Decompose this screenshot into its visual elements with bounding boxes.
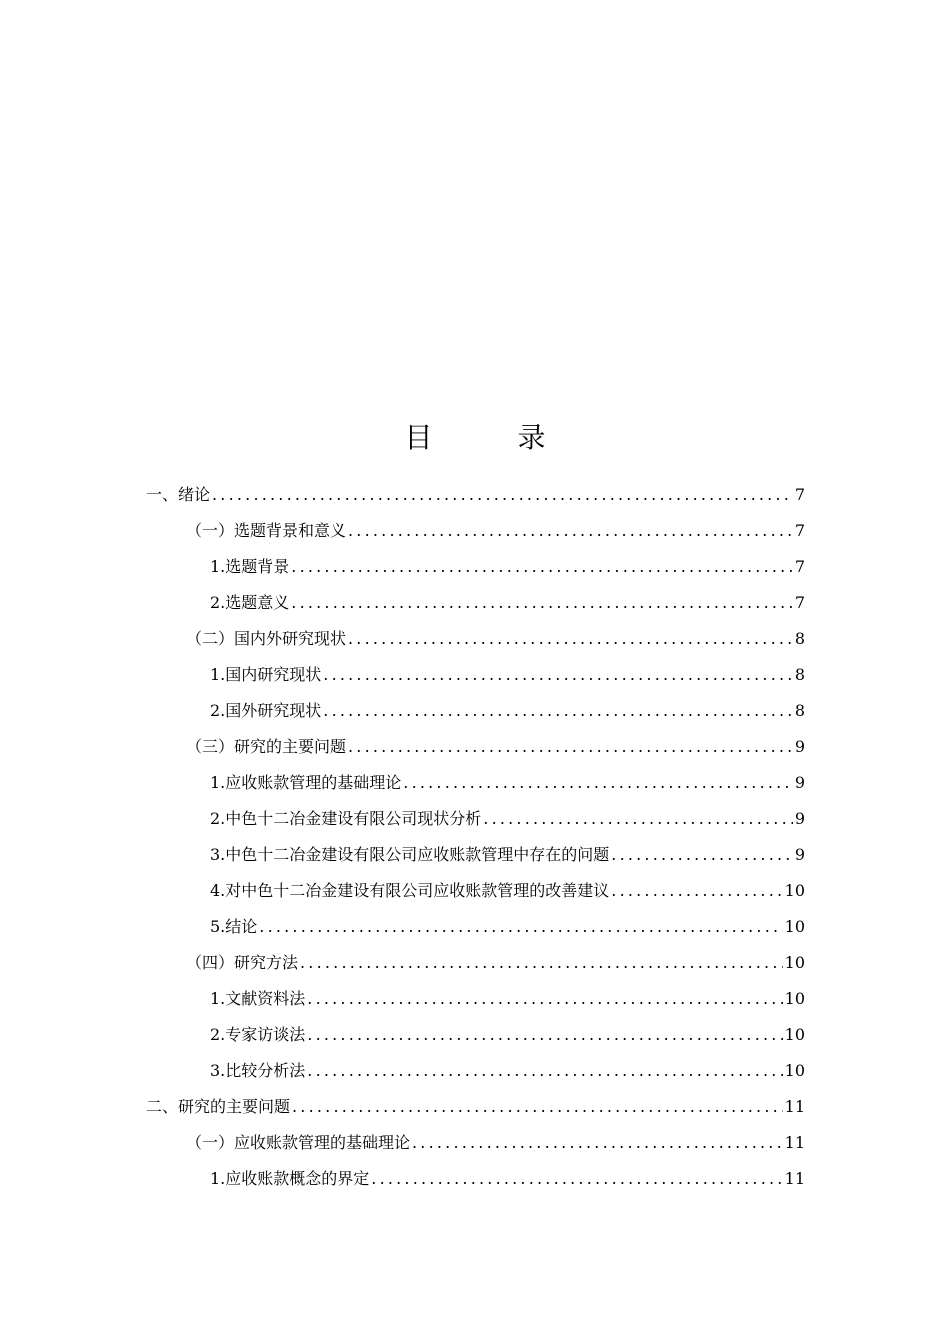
- toc-entry-title: 1.文献资料法: [210, 989, 306, 1008]
- dot-leader: [483, 809, 793, 829]
- toc-entry[interactable]: [0, 729, 805, 765]
- toc-entry-page-number: 9: [794, 773, 805, 792]
- toc-entry-page-number: 8: [794, 665, 805, 684]
- toc-entry-page-number: 11: [784, 1133, 805, 1152]
- toc-entry[interactable]: [0, 621, 805, 657]
- toc-entry[interactable]: [0, 765, 805, 801]
- dot-leader: [611, 845, 793, 865]
- toc-entry-title: 一、绪论: [146, 485, 211, 504]
- toc-entry-title: （三）研究的主要问题: [186, 737, 347, 756]
- toc-entry-page-number: 10: [784, 917, 805, 936]
- toc-entry-page-number: 10: [784, 881, 805, 900]
- dot-leader: [323, 665, 793, 685]
- toc-entry-page-number: 10: [784, 1061, 805, 1080]
- toc-entry-page-number: 11: [784, 1097, 805, 1116]
- toc-entry-title: 2.国外研究现状: [210, 701, 322, 720]
- toc-entry[interactable]: [0, 1053, 805, 1089]
- toc-entry-page-number: 7: [794, 557, 805, 576]
- toc-entry-page-number: 8: [794, 701, 805, 720]
- toc-entry-page-number: 9: [794, 809, 805, 828]
- toc-entry-title: 2.专家访谈法: [210, 1025, 306, 1044]
- dot-leader: [291, 557, 793, 577]
- toc-entry[interactable]: [0, 693, 805, 729]
- dot-leader: [412, 1133, 783, 1153]
- toc-entry-page-number: 10: [784, 953, 805, 972]
- toc-entry[interactable]: [0, 1017, 805, 1053]
- toc-entry-page-number: 10: [784, 1025, 805, 1044]
- toc-entry-title: 1.国内研究现状: [210, 665, 322, 684]
- toc-entry[interactable]: [0, 873, 805, 909]
- toc-entry[interactable]: [0, 585, 805, 621]
- dot-leader: [307, 989, 782, 1009]
- toc-entry-page-number: 7: [794, 485, 805, 504]
- toc-entry-title: 5.结论: [210, 917, 258, 936]
- toc-entry-page-number: 7: [794, 521, 805, 540]
- toc-entry-title: 3.比较分析法: [210, 1061, 306, 1080]
- dot-leader: [611, 881, 782, 901]
- dot-leader: [300, 953, 783, 973]
- toc-entry-title: （一）选题背景和意义: [186, 521, 347, 540]
- dot-leader: [348, 521, 793, 541]
- dot-leader: [348, 629, 793, 649]
- toc-entry-page-number: 9: [794, 845, 805, 864]
- toc-entry-title: 二、研究的主要问题: [146, 1097, 291, 1116]
- toc-title: 目 录: [404, 421, 584, 454]
- toc-entry-title: 2.中色十二冶金建设有限公司现状分析: [210, 809, 482, 828]
- toc-entry-title: 1.应收账款管理的基础理论: [210, 773, 402, 792]
- table-of-contents: [0, 477, 950, 1197]
- dot-leader: [307, 1061, 782, 1081]
- toc-entry[interactable]: [0, 1161, 805, 1197]
- toc-entry-title: （二）国内外研究现状: [186, 629, 347, 648]
- toc-entry[interactable]: [0, 549, 805, 585]
- toc-entry[interactable]: [0, 909, 805, 945]
- toc-entry[interactable]: [0, 1089, 805, 1125]
- dot-leader: [291, 593, 793, 613]
- dot-leader: [259, 917, 782, 937]
- dot-leader: [307, 1025, 782, 1045]
- toc-entry[interactable]: [0, 945, 805, 981]
- toc-entry-title: 3.中色十二冶金建设有限公司应收账款管理中存在的问题: [210, 845, 610, 864]
- toc-entry[interactable]: [0, 477, 805, 513]
- toc-entry[interactable]: [0, 801, 805, 837]
- toc-entry-title: 4.对中色十二冶金建设有限公司应收账款管理的改善建议: [210, 881, 610, 900]
- toc-entry-page-number: 10: [784, 989, 805, 1008]
- dot-leader: [403, 773, 793, 793]
- toc-entry-page-number: 7: [794, 593, 805, 612]
- toc-entry-title: 1.选题背景: [210, 557, 290, 576]
- dot-leader: [371, 1169, 782, 1189]
- toc-entry-title: （四）研究方法: [186, 953, 299, 972]
- toc-entry[interactable]: [0, 513, 805, 549]
- dot-leader: [323, 701, 793, 721]
- toc-entry[interactable]: [0, 1125, 805, 1161]
- dot-leader: [348, 737, 793, 757]
- toc-entry-title: （一）应收账款管理的基础理论: [186, 1133, 411, 1152]
- toc-entry-title: 2.选题意义: [210, 593, 290, 612]
- toc-entry-page-number: 9: [794, 737, 805, 756]
- toc-entry[interactable]: [0, 657, 805, 693]
- dot-leader: [292, 1097, 783, 1117]
- toc-entry-title: 1.应收账款概念的界定: [210, 1169, 370, 1188]
- toc-entry[interactable]: [0, 837, 805, 873]
- toc-entry-page-number: 8: [794, 629, 805, 648]
- dot-leader: [212, 485, 793, 505]
- toc-entry-page-number: 11: [784, 1169, 805, 1188]
- toc-entry[interactable]: [0, 981, 805, 1017]
